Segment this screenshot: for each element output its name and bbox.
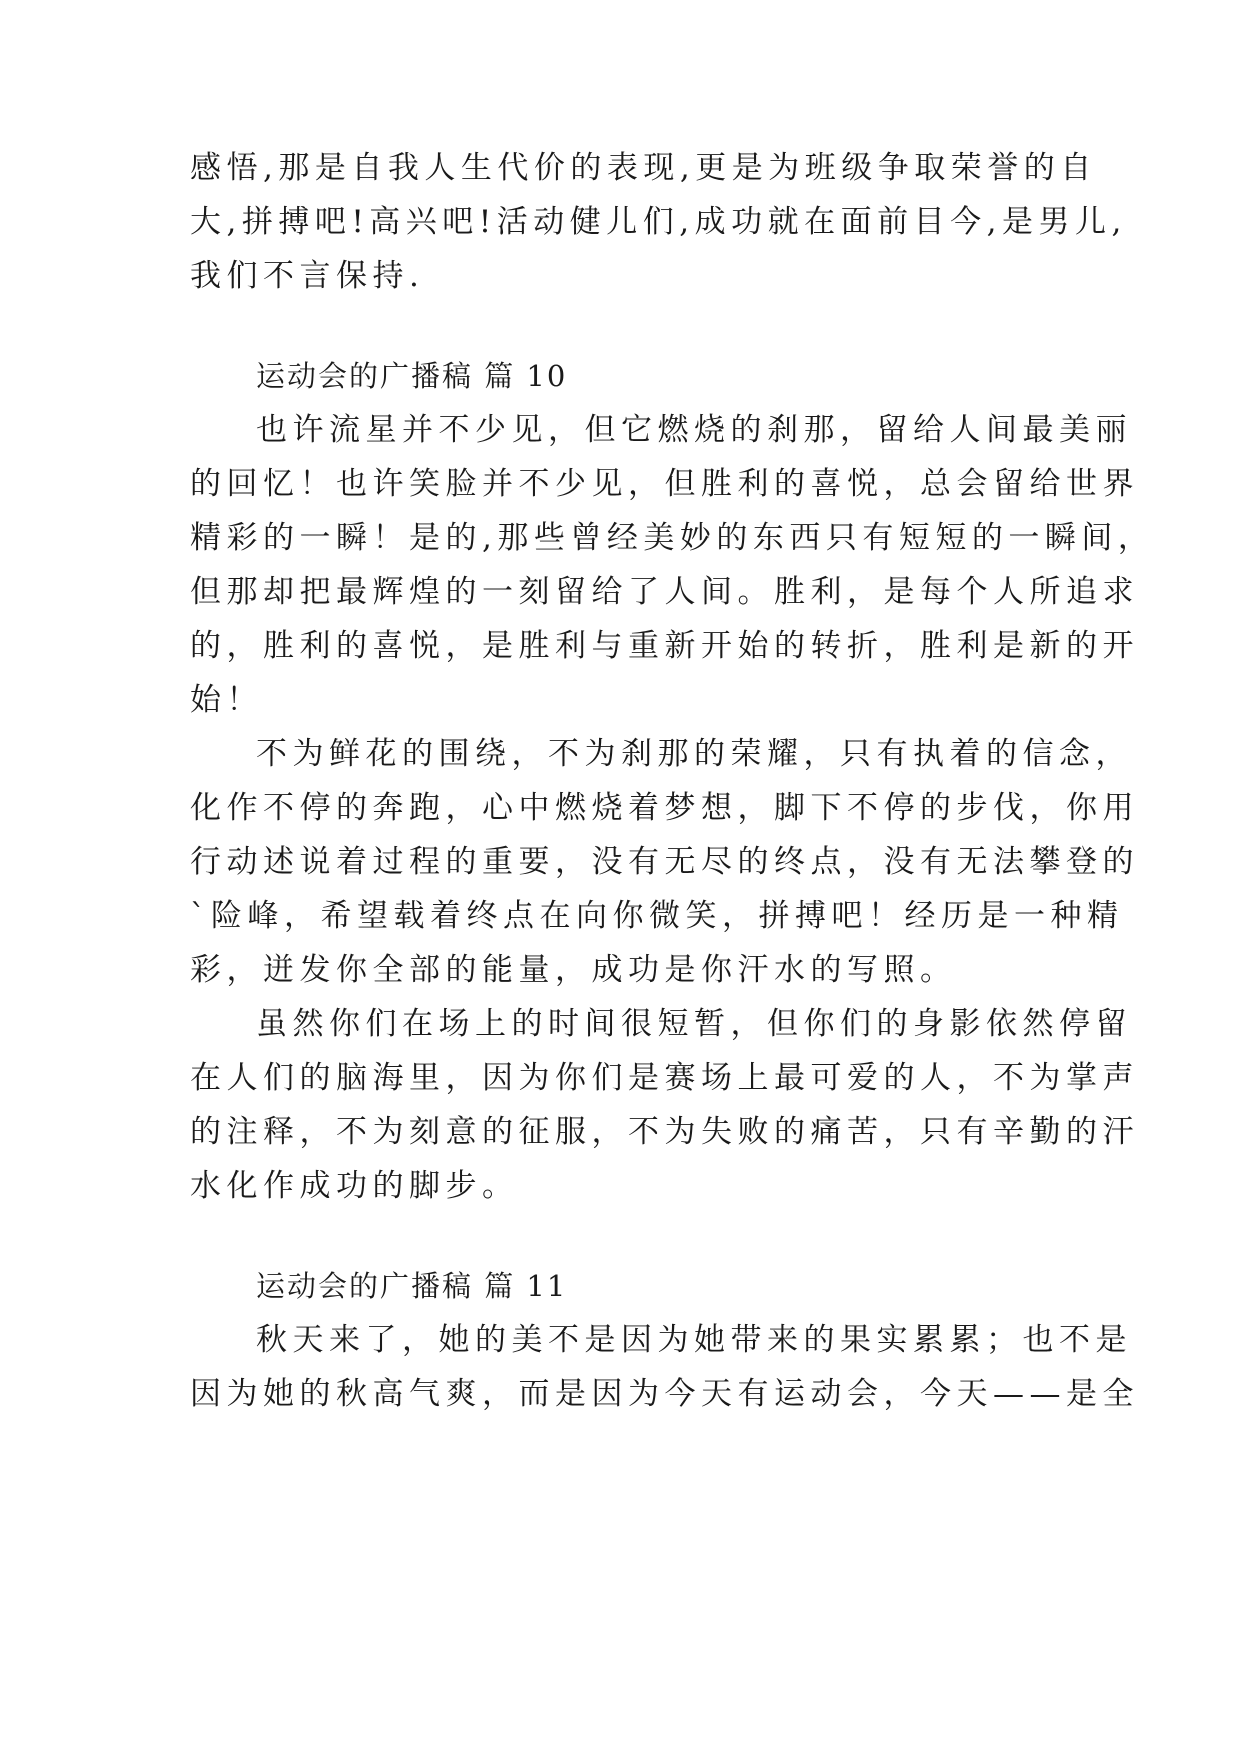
intro-line-1: 感悟,那是自我人生代价的表现,更是为班级争取荣誉的自 [190, 150, 1097, 186]
section-10-p1-line-1: 也许流星并不少见，但它燃烧的刹那，留给人间最美丽 [256, 412, 1132, 448]
section-10-p1-line-6: 始！ [190, 682, 263, 718]
intro-line-2: 大,拼搏吧!高兴吧!活动健儿们,成功就在面前目今,是男儿, [190, 204, 1127, 240]
section-10-p3-line-2: 在人们的脑海里，因为你们是赛场上最可爱的人，不为掌声 [190, 1060, 1139, 1096]
section-10-p3-line-4: 水化作成功的脚步。 [190, 1168, 519, 1204]
section-10-p3-line-1: 虽然你们在场上的时间很短暂，但你们的身影依然停留 [256, 1006, 1132, 1042]
section-11-p1-line-2: 因为她的秋高气爽，而是因为今天有运动会，今天——是全 [190, 1376, 1139, 1412]
section-10-heading: 运动会的广播稿 篇 10 [256, 359, 568, 393]
section-10-p2-line-3: 行动述说着过程的重要，没有无尽的终点，没有无法攀登的 [190, 844, 1139, 880]
section-10-p1-line-5: 的，胜利的喜悦，是胜利与重新开始的转折，胜利是新的开 [190, 628, 1139, 664]
section-10-p2-line-5: 彩，迸发你全部的能量，成功是你汗水的写照。 [190, 952, 957, 988]
section-10-p2-line-1: 不为鲜花的围绕，不为刹那的荣耀，只有执着的信念， [256, 736, 1132, 772]
section-10-p1-line-2: 的回忆！也许笑脸并不少见，但胜利的喜悦，总会留给世界 [190, 466, 1139, 502]
section-11-p1-line-1: 秋天来了，她的美不是因为她带来的果实累累；也不是 [256, 1322, 1132, 1358]
section-10-p1-line-4: 但那却把最辉煌的一刻留给了人间。胜利，是每个人所追求 [190, 574, 1139, 610]
section-10-p1-line-3: 精彩的一瞬！是的,那些曾经美妙的东西只有短短的一瞬间， [190, 520, 1155, 556]
section-10-p3-line-3: 的注释，不为刻意的征服，不为失败的痛苦，只有辛勤的汗 [190, 1114, 1139, 1150]
intro-line-3: 我们不言保持. [190, 258, 425, 294]
section-10-p2-line-2: 化作不停的奔跑，心中燃烧着梦想，脚下不停的步伐，你用 [190, 790, 1139, 826]
section-10-p2-line-4: `险峰，希望载着终点在向你微笑，拼搏吧！经历是一种精 [190, 898, 1124, 934]
section-11-heading: 运动会的广播稿 篇 11 [256, 1269, 568, 1303]
